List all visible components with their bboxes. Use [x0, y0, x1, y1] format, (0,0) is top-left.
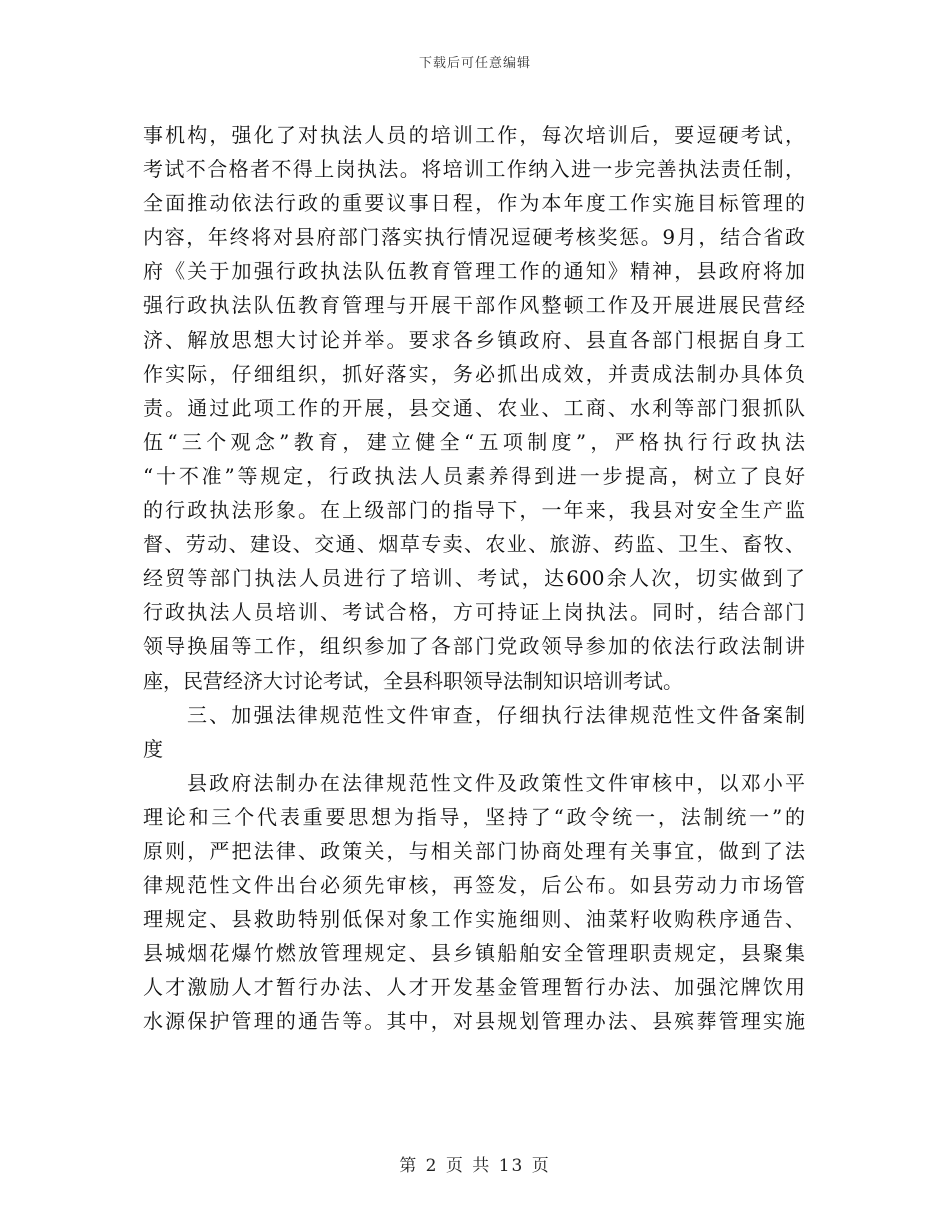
- text-line: 水源保护管理的通告等。其中，对县规划管理办法、县殡葬管理实施: [143, 1009, 805, 1034]
- text-line: 济、解放思想大讨论并举。要求各乡镇政府、县直各部门根据自身工: [143, 327, 805, 352]
- text-line: 事机构，强化了对执法人员的培训工作，每次培训后，要逗硬考试，: [143, 123, 805, 147]
- text-line: 县城烟花爆竹燃放管理规定、县乡镇船舶安全管理职责规定，县聚集: [143, 941, 805, 966]
- text-line: 作实际，仔细组织，抓好落实，务必抓出成效，并责成法制办具体负: [143, 361, 805, 386]
- text-line: 座，民营经济大讨论考试，全县科职领导法制知识培训考试。: [143, 668, 683, 693]
- text-line: 人才激励人才暂行办法、人才开发基金管理暂行办法、加强沱牌饮用: [143, 975, 805, 1000]
- text-line: 律规范性文件出台必须先审核，再签发，后公布。如县劳动力市场管: [143, 873, 805, 898]
- text-line: 全面推动依法行政的重要议事日程，作为本年度工作实施目标管理的: [143, 191, 805, 216]
- text-line: 理论和三个代表重要思想为指导，坚持了“政令统一，法制统一”的: [143, 804, 805, 829]
- text-line: 的行政执法形象。在上级部门的指导下，一年来，我县对安全生产监: [143, 498, 805, 523]
- page-number: 第 2 页 共 13 页: [399, 1156, 551, 1176]
- text-line: 领导换届等工作，组织参加了各部门党政领导参加的依法行政法制讲: [143, 634, 805, 659]
- text-line: 县政府法制办在法律规范性文件及政策性文件审核中，以邓小平: [187, 770, 805, 795]
- text-line: 伍“三个观念”教育，建立健全“五项制度”，严格执行行政执法: [143, 429, 805, 454]
- text-line: “十不准”等规定，行政执法人员素养得到进一步提高，树立了良好: [143, 463, 805, 488]
- text-line: 经贸等部门执法人员进行了培训、考试，达600余人次，切实做到了: [143, 566, 805, 591]
- text-line: 强行政执法队伍教育管理与开展干部作风整顿工作及开展进展民营经: [143, 293, 805, 318]
- text-line: 原则，严把法律、政策关，与相关部门协商处理有关事宜，做到了法: [143, 838, 805, 863]
- document-body: [143, 118, 805, 1039]
- page-header: 下载后可任意编辑: [418, 56, 531, 71]
- text-line: 府《关于加强行政执法队伍教育管理工作的通知》精神，县政府将加: [143, 259, 805, 284]
- section-heading: 三、加强法律规范性文件审查，仔细执行法律规范性文件备案制: [187, 702, 805, 727]
- text-line: 督、劳动、建设、交通、烟草专卖、农业、旅游、药监、卫生、畜牧、: [143, 532, 805, 557]
- text-line: 内容，年终将对县府部门落实执行情况逗硬考核奖惩。9月，结合省政: [143, 225, 805, 250]
- text-line: 行政执法人员培训、考试合格，方可持证上岗执法。同时，结合部门: [143, 600, 805, 625]
- text-line: 考试不合格者不得上岗执法。将培训工作纳入进一步完善执法责任制，: [143, 157, 805, 182]
- text-line: 责。通过此项工作的开展，县交通、农业、工商、水利等部门狠抓队: [143, 395, 805, 420]
- section-heading-continued: 度: [143, 736, 163, 761]
- text-line: 理规定、县救助特别低保对象工作实施细则、油菜籽收购秩序通告、: [143, 907, 805, 932]
